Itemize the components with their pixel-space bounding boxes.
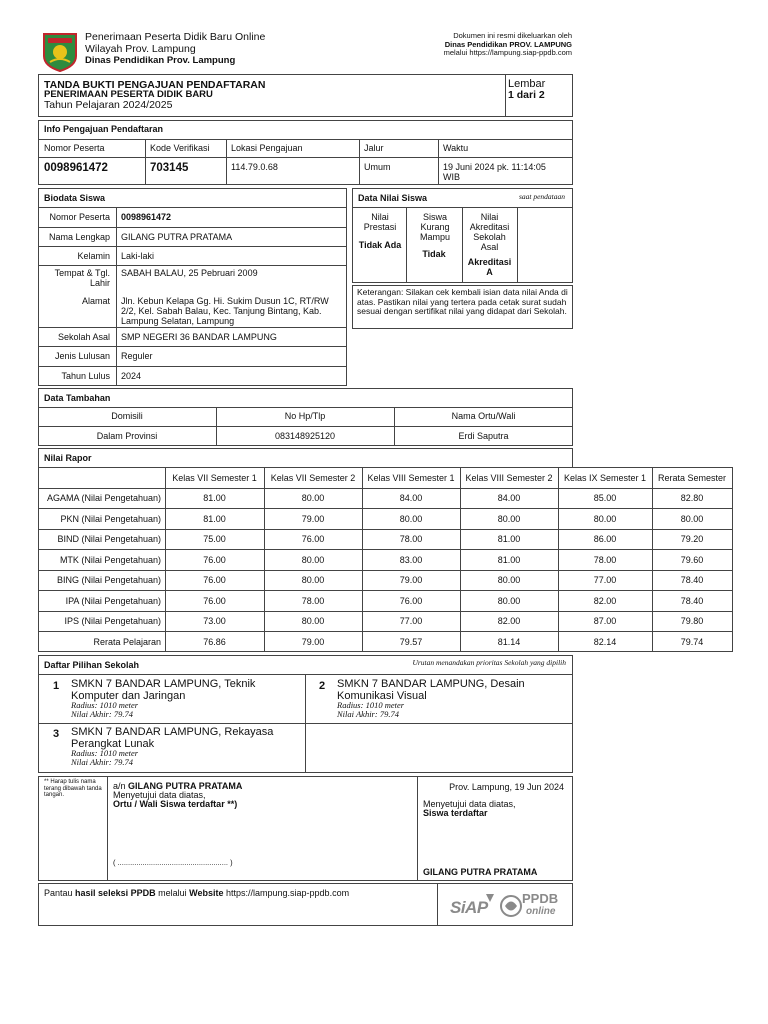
rapor-cell: 73.00	[203, 616, 226, 626]
rapor-cell: 75.00	[203, 534, 226, 544]
rapor-cell: 82.14	[593, 637, 617, 647]
rapor-cell: 76.00	[203, 555, 226, 565]
rapor-header-viii-1: Kelas VIII Semester 1	[367, 473, 455, 483]
signature-approve-siswa: Menyetujui data diatas,	[423, 799, 516, 809]
rapor-cell: 84.00	[399, 493, 423, 503]
akreditasi-value: Akreditasi A	[467, 257, 512, 277]
rapor-cell: 76.00	[203, 596, 226, 606]
rapor-subject: PKN (Nilai Pengetahuan)	[60, 514, 161, 524]
rapor-cell: 76.00	[301, 534, 325, 544]
rapor-cell: 79.00	[399, 575, 423, 585]
siap-logo	[450, 890, 496, 920]
rapor-subject: BIND (Nilai Pengetahuan)	[57, 534, 161, 544]
info-waktu: 19 Juni 2024 pk. 11:14:05 WIB	[443, 162, 546, 182]
nilai-siswa-section-title: Data Nilai Siswa	[358, 193, 428, 203]
footer-text	[44, 888, 349, 898]
biodata-value-alamat: Jln. Kebun Kelapa Gg. Hi. Sukim Dusun 1C, RT/RW 2/2, Kel. Sabah Balau, Kec. Tanjung Bintang, Kab. Lampung Selatan, Lampung	[121, 296, 329, 326]
info-lokasi: 114.79.0.68	[231, 162, 278, 172]
rapor-cell: 81.00	[497, 555, 521, 565]
header-line1: Penerimaan Peserta Didik Baru Online	[85, 31, 266, 43]
kurang-mampu-value: Tidak	[422, 249, 446, 259]
rapor-cell: 77.00	[593, 575, 617, 585]
rapor-cell: 80.00	[301, 555, 325, 565]
signature-an-prefix: a/n	[113, 781, 126, 791]
akreditasi-label: Nilai Akreditasi Sekolah Asal	[469, 212, 510, 252]
tambahan-header-hp: No Hp/Tlp	[284, 411, 326, 421]
biodata-value-nama: GILANG PUTRA PRATAMA	[121, 232, 233, 242]
province-crest	[42, 32, 78, 72]
kurang-mampu-label: Siswa Kurang Mampu	[419, 212, 450, 242]
rapor-cell: 86.00	[593, 534, 617, 544]
biodata-label-alamat: Alamat	[81, 296, 110, 306]
rapor-cell: 76.00	[203, 575, 226, 585]
header-line3: Dinas Pendidikan Prov. Lampung	[85, 55, 236, 66]
rapor-cell: 79.60	[680, 555, 704, 565]
pilihan-3-number: 3	[53, 728, 60, 740]
pilihan-1-number: 1	[53, 680, 60, 692]
rapor-subject: MTK (Nilai Pengetahuan)	[59, 555, 161, 565]
signature-ortu-label: Ortu / Wali Siswa terdaftar **)	[113, 799, 238, 809]
rapor-cell: 80.00	[301, 493, 325, 503]
tambahan-value-domisili: Dalam Provinsi	[96, 431, 158, 441]
rapor-cell: 79.80	[680, 616, 704, 626]
pilihan-2-name: SMKN 7 BANDAR LAMPUNG, Desain Komunikasi Visual	[337, 678, 525, 702]
rapor-subject: Rerata Pelajaran	[93, 637, 161, 647]
rapor-subject: IPS (Nilai Pengetahuan)	[64, 616, 161, 626]
biodata-value-nomor: 0098961472	[121, 212, 172, 222]
rapor-cell: 84.00	[497, 493, 521, 503]
rapor-cell: 78.40	[680, 575, 704, 585]
rapor-cell: 76.86	[203, 637, 226, 647]
biodata-section-title: Biodata Siswa	[44, 193, 106, 203]
rapor-cell: 80.00	[399, 514, 423, 524]
biodata-label-tahun: Tahun Lulus	[61, 371, 110, 381]
signature-an-name: GILANG PUTRA PRATAMA	[128, 781, 243, 791]
title-main: TANDA BUKTI PENGAJUAN PENDAFTARAN	[44, 79, 266, 91]
rapor-section-header	[38, 448, 573, 468]
pilihan-2-radius: Radius: 1010 meter	[337, 700, 405, 710]
rapor-cell: 78.40	[680, 596, 704, 606]
info-jalur: Umum	[364, 162, 391, 172]
rapor-subject: AGAMA (Nilai Pengetahuan)	[46, 493, 161, 503]
rapor-cell: 82.00	[497, 616, 521, 626]
footer-hasil: hasil seleksi PPDB	[75, 888, 156, 898]
rapor-cell: 79.20	[680, 534, 704, 544]
rapor-section-title: Nilai Rapor	[44, 453, 92, 463]
title-year: Tahun Pelajaran 2024/2025	[44, 99, 173, 111]
siap-logo-text: SiAP	[450, 898, 488, 917]
lembar-label: Lembar	[508, 78, 546, 90]
signature-note: ** Harap tulis nama terang dibawah tanda tangan.	[44, 779, 102, 798]
rapor-header-viii-2: Kelas VIII Semester 2	[465, 473, 553, 483]
rapor-cell: 82.80	[680, 493, 704, 503]
rapor-header-ix-1: Kelas IX Semester 1	[563, 473, 647, 483]
rapor-cell: 79.74	[680, 637, 704, 647]
rapor-header-rerata: Rerata Semester	[657, 473, 727, 483]
info-header-lokasi: Lokasi Pengajuan	[231, 143, 303, 153]
official-line2: Dinas Pendidikan PROV. LAMPUNG	[444, 40, 572, 49]
ppdb-logo-online: online	[526, 906, 556, 917]
rapor-subject: IPA (Nilai Pengetahuan)	[65, 596, 161, 606]
rapor-cell: 81.14	[497, 637, 521, 647]
rapor-cell: 85.00	[593, 493, 617, 503]
ppdb-logo-text: PPDB	[522, 891, 559, 906]
pilihan-1-nilai: Nilai Akhir: 79.74	[71, 709, 133, 719]
title-sub: PENERIMAAN PESERTA DIDIK BARU	[44, 89, 213, 100]
rapor-header-vii-2: Kelas VII Semester 2	[270, 473, 356, 483]
rapor-cell: 83.00	[399, 555, 423, 565]
rapor-cell: 78.00	[399, 534, 423, 544]
official-line1: Dokumen ini resmi dikeluarkan oleh	[453, 31, 572, 40]
info-section-title: Info Pengajuan Pendaftaran	[44, 124, 164, 134]
info-nomor-peserta: 0098961472	[44, 162, 108, 174]
rapor-cell: 80.00	[497, 514, 521, 524]
signature-approve-ortu: Menyetujui data diatas,	[113, 790, 206, 800]
rapor-cell: 77.00	[399, 616, 423, 626]
tambahan-value-hp: 083148925120	[274, 431, 336, 441]
rapor-cell: 78.00	[301, 596, 325, 606]
lembar-value: 1 dari 2	[508, 89, 545, 101]
biodata-label-lahir: Tempat & Tgl. Lahir	[54, 268, 110, 288]
rapor-cell: 81.00	[203, 514, 226, 524]
pilihan-3-radius: Radius: 1010 meter	[71, 748, 139, 758]
nilai-prestasi-label: Nilai Prestasi	[363, 212, 397, 232]
rapor-subject: BING (Nilai Pengetahuan)	[56, 575, 161, 585]
biodata-value-tahun: 2024	[121, 371, 142, 381]
info-header-waktu: Waktu	[443, 143, 469, 153]
footer-website: Website	[189, 888, 224, 898]
keterangan-text: Keterangan: Silakan cek kembali isian data nilai Anda di atas. Pastikan nilai yang tertera pada cetak surat sudah sesuai dengan sertifikat nilai yang didapat dari Sekolah.	[357, 287, 568, 316]
biodata-value-sekolah: SMP NEGERI 36 BANDAR LAMPUNG	[121, 332, 277, 342]
pilihan-1-name: SMKN 7 BANDAR LAMPUNG, Teknik Komputer dan Jaringan	[71, 678, 256, 702]
rapor-cell: 80.00	[301, 616, 325, 626]
tambahan-header-ortu: Nama Ortu/Wali	[451, 411, 516, 421]
rapor-cell: 80.00	[593, 514, 617, 524]
info-header-kode: Kode Verifikasi	[150, 143, 210, 153]
signature-siswa-name: GILANG PUTRA PRATAMA	[423, 867, 538, 877]
info-header-jalur: Jalur	[364, 143, 384, 153]
pilihan-3-nilai: Nilai Akhir: 79.74	[71, 757, 133, 767]
footer-melalui: melalui	[158, 888, 187, 898]
pilihan-note: Urutan menandakan prioritas Sekolah yang dipilih	[412, 658, 566, 667]
rapor-cell: 81.00	[203, 493, 226, 503]
info-kode-verifikasi: 703145	[150, 162, 189, 174]
signature-blank-line: ( ..................................................... )	[113, 858, 233, 867]
rapor-cell: 80.00	[497, 596, 521, 606]
rapor-header-vii-1: Kelas VII Semester 1	[172, 473, 257, 483]
rapor-cell: 79.00	[301, 514, 325, 524]
rapor-cell: 81.00	[497, 534, 521, 544]
header-line2: Wilayah Prov. Lampung	[85, 43, 196, 55]
biodata-label-kelamin: Kelamin	[77, 251, 110, 261]
rapor-cell: 80.00	[497, 575, 521, 585]
tambahan-section-title: Data Tambahan	[44, 393, 111, 403]
signature-place-date: Prov. Lampung, 19 Jun 2024	[449, 782, 564, 792]
signature-siswa-label: Siswa terdaftar	[423, 808, 488, 818]
rapor-cell: 79.00	[301, 637, 325, 647]
pilihan-2-number: 2	[319, 680, 326, 692]
tambahan-value-ortu: Erdi Saputra	[458, 431, 509, 441]
pilihan-3-name: SMKN 7 BANDAR LAMPUNG, Rekayasa Perangkat Lunak	[71, 726, 274, 750]
nilai-prestasi-value: Tidak Ada	[358, 240, 402, 250]
rapor-cell: 76.00	[399, 596, 423, 606]
rapor-cell: 80.00	[680, 514, 704, 524]
rapor-cell: 87.00	[593, 616, 617, 626]
footer-url[interactable]: https://lampung.siap-ppdb.com	[226, 888, 350, 898]
biodata-label-jenis: Jenis Lulusan	[54, 351, 110, 361]
rapor-cell: 82.00	[593, 596, 617, 606]
rapor-cell: 79.57	[399, 637, 423, 647]
nilai-siswa-note: saat pendataan	[518, 192, 565, 201]
footer-pantau: Pantau	[44, 888, 73, 898]
biodata-value-lahir: SABAH BALAU, 25 Pebruari 2009	[121, 268, 258, 278]
official-line3: melalui https://lampung.siap-ppdb.com	[443, 48, 572, 57]
tambahan-header-domisili: Domisili	[111, 411, 143, 421]
biodata-value-kelamin: Laki-laki	[121, 251, 155, 261]
biodata-value-jenis: Reguler	[121, 351, 153, 361]
ppdb-logo	[500, 889, 566, 923]
info-header-nomor: Nomor Peserta	[44, 143, 105, 153]
biodata-label-nomor: Nomor Peserta	[49, 212, 110, 222]
rapor-cell: 78.00	[593, 555, 617, 565]
biodata-label-nama: Nama Lengkap	[48, 232, 110, 242]
biodata-label-sekolah: Sekolah Asal	[57, 332, 110, 342]
pilihan-section-title: Daftar Pilihan Sekolah	[44, 660, 140, 670]
rapor-cell: 80.00	[301, 575, 325, 585]
pilihan-2-nilai: Nilai Akhir: 79.74	[337, 709, 399, 719]
pilihan-1-radius: Radius: 1010 meter	[71, 700, 139, 710]
